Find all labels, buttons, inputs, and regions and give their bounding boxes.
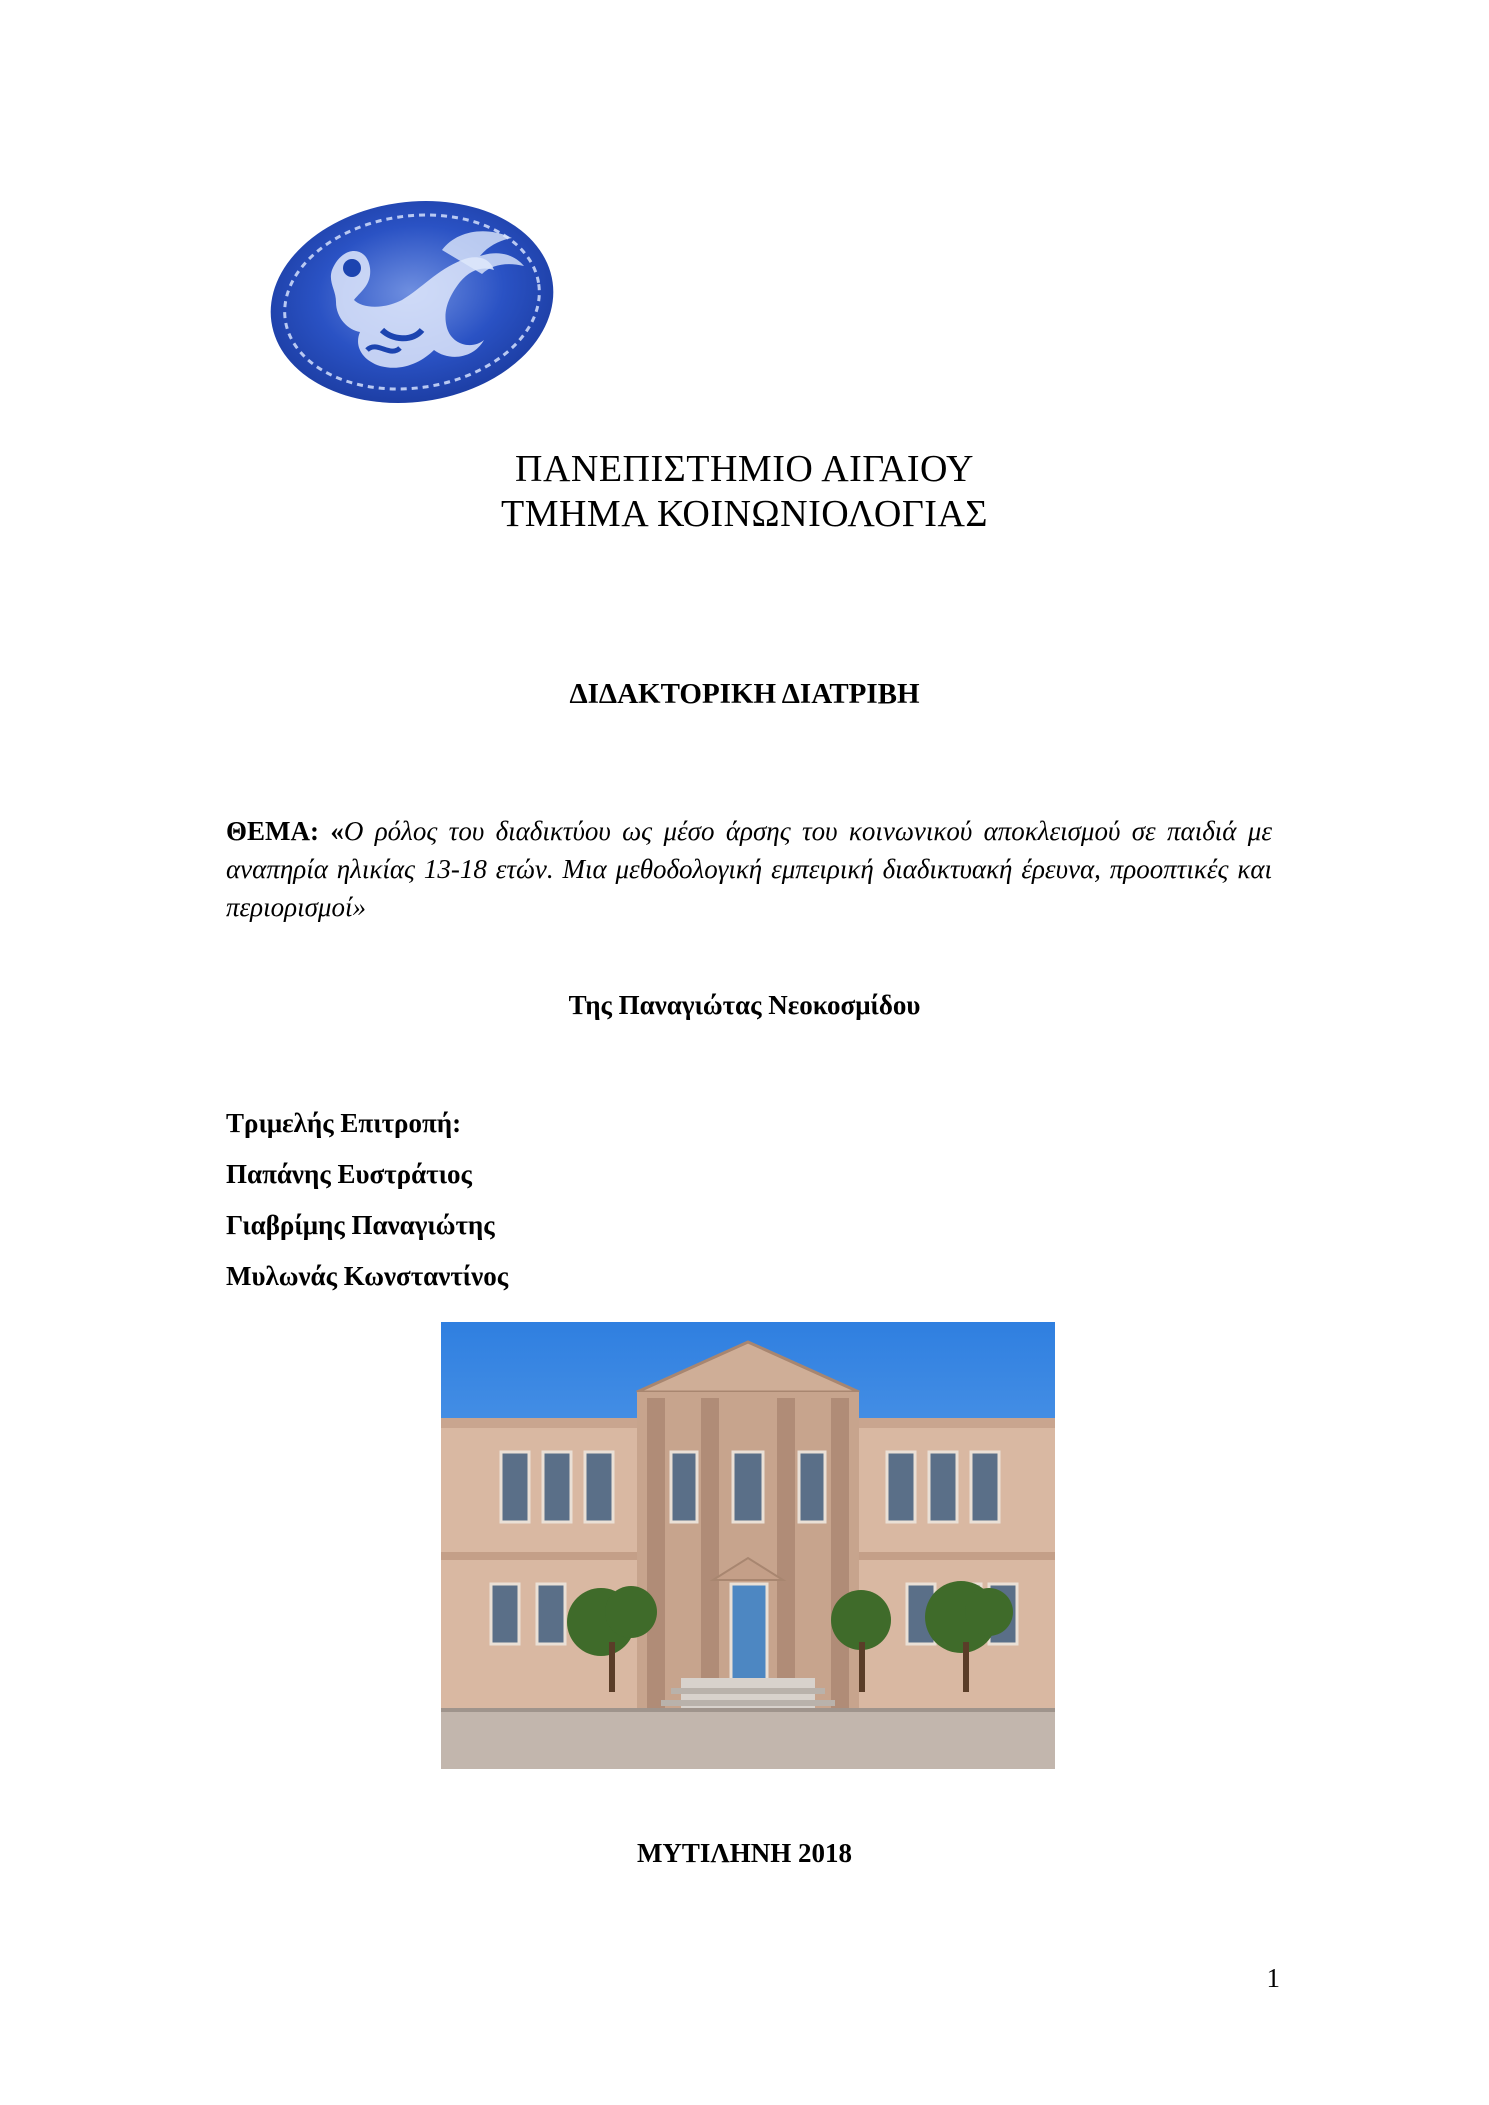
topic-closing-quote: » — [352, 892, 366, 922]
department-name: ΤΜΗΜΑ ΚΟΙΝΩΝΙΟΛΟΓΙΑΣ — [500, 493, 989, 535]
committee-block — [226, 1098, 508, 1302]
university-name: ΠΑΝΕΠΙΣΤΗΜΙΟ ΑΙΓΑΙΟΥ — [515, 448, 974, 490]
thesis-topic — [226, 812, 1272, 926]
committee-member: Μυλωνάς Κωνσταντίνος — [226, 1261, 509, 1291]
author-line: Της Παναγιώτας Νεοκοσμίδου — [568, 990, 921, 1020]
university-building-photo — [441, 1322, 1055, 1769]
committee-member: Γιαβρίμης Παναγιώτης — [226, 1210, 495, 1240]
page-number: 1 — [1266, 1963, 1280, 1993]
topic-text: Ο ρόλος του διαδικτύου ως μέσο άρσης του κοινωνικού αποκλεισμού σε παιδιά με αναπηρία ηλικίας 13-18 ετών. Μια μεθοδολογική εμπειρική διαδικτυακή έρευνα, προοπτικές και περιορισμοί — [226, 816, 1272, 922]
committee-heading: Τριμελής Επιτροπή: — [226, 1108, 462, 1138]
university-seal-logo — [262, 190, 572, 410]
topic-label: ΘΕΜΑ: « — [226, 816, 344, 846]
committee-member: Παπάνης Ευστράτιος — [226, 1159, 472, 1189]
place-and-year: ΜΥΤΙΛΗΝΗ 2018 — [636, 1838, 853, 1868]
thesis-type: ΔΙΔΑΚΤΟΡΙΚΗ ΔΙΑΤΡΙΒΗ — [569, 678, 920, 710]
